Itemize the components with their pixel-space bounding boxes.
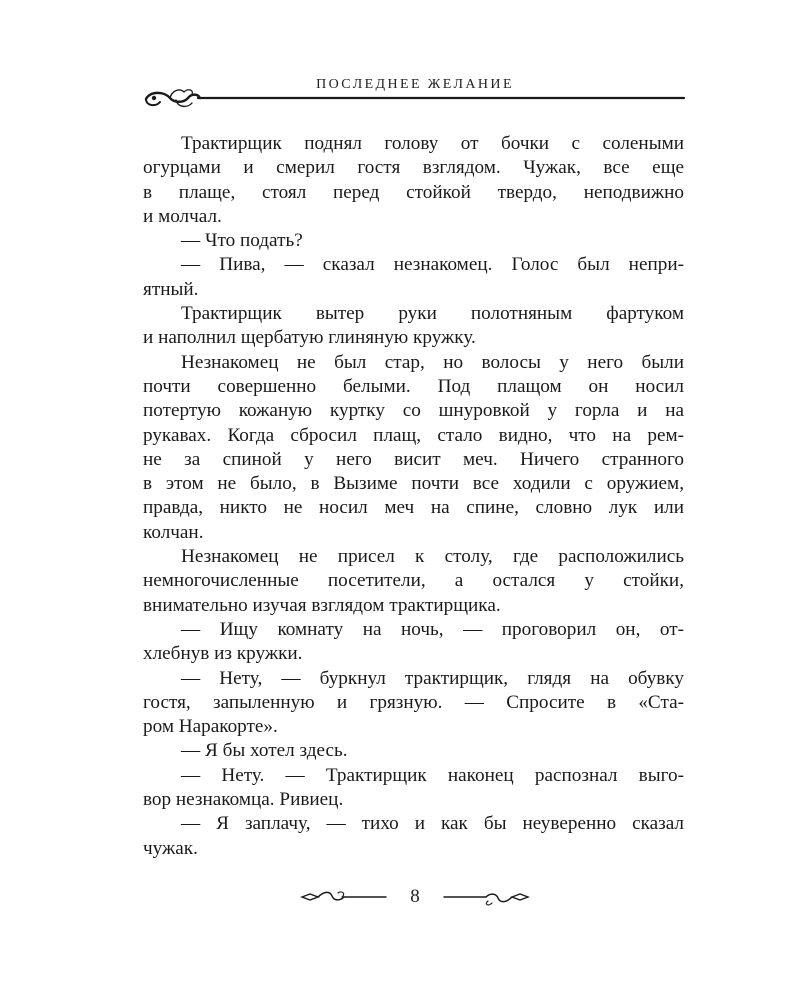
text-line: ятный.: [143, 278, 199, 300]
text-line: огурцами и смерил гостя взглядом. Чужак, все еще: [143, 157, 684, 179]
text-line: рукавах. Когда сбросил плащ, стало видно, что на рем-: [143, 424, 684, 446]
text-line: не за спиной у него висит меч. Ничего странного: [143, 448, 684, 470]
text-line: — Нету, — буркнул трактирщик, глядя на обувку: [181, 667, 684, 689]
text-line: ром Наракорте».: [143, 716, 278, 738]
text-line: — Что подать?: [181, 230, 303, 252]
header-flourish-ornament: [140, 86, 685, 116]
text-line: — Ищу комнату на ночь, — проговорил он, от-: [181, 618, 684, 640]
text-line: в этом не было, в Вызиме почти все ходили с оружием,: [143, 473, 684, 495]
text-line: почти совершенно белыми. Под плащом он носил: [143, 375, 684, 397]
text-line: правда, никто не носил меч на спине, словно лук или: [143, 497, 684, 519]
text-line: — Нету. — Трактирщик наконец распознал выго-: [181, 764, 684, 786]
page-number: 8: [410, 886, 420, 907]
text-line: — Я бы хотел здесь.: [181, 740, 348, 762]
text-line: хлебнув из кружки.: [143, 643, 303, 665]
footer-right-ornament: [435, 888, 530, 908]
text-line: чужак.: [143, 837, 198, 859]
text-line: внимательно изучая взглядом трактирщика.: [143, 594, 501, 616]
text-line: — Пива, — сказал незнакомец. Голос был непри-: [181, 254, 684, 276]
body-text: [143, 132, 684, 861]
text-line: вор незнакомца. Ривиец.: [143, 789, 344, 811]
text-line: немногочисленные посетители, а остался у стойки,: [143, 570, 684, 592]
text-line: гостя, запыленную и грязную. — Спросите в «Ста-: [143, 691, 684, 713]
text-line: — Я заплачу, — тихо и как бы неуверенно сказал: [181, 813, 684, 835]
page-footer: [300, 882, 530, 912]
text-line: Незнакомец не присел к столу, где расположились: [181, 546, 684, 568]
text-line: Незнакомец не был стар, но волосы у него были: [181, 351, 684, 373]
text-line: и молчал.: [143, 205, 222, 227]
text-line: колчан.: [143, 521, 204, 543]
text-line: Трактирщик поднял голову от бочки с солеными: [181, 133, 684, 154]
text-line: потертую кожаную куртку со шнуровкой у горла и на: [143, 400, 684, 422]
running-head-title: ПОСЛЕДНЕЕ ЖЕЛАНИЕ: [316, 77, 514, 92]
text-line: Трактирщик вытер руки полотняным фартуком: [181, 303, 684, 325]
text-line: в плаще, стоял перед стойкой твердо, неподвижно: [143, 181, 684, 203]
text-line: и наполнил щербатую глиняную кружку.: [143, 327, 476, 349]
